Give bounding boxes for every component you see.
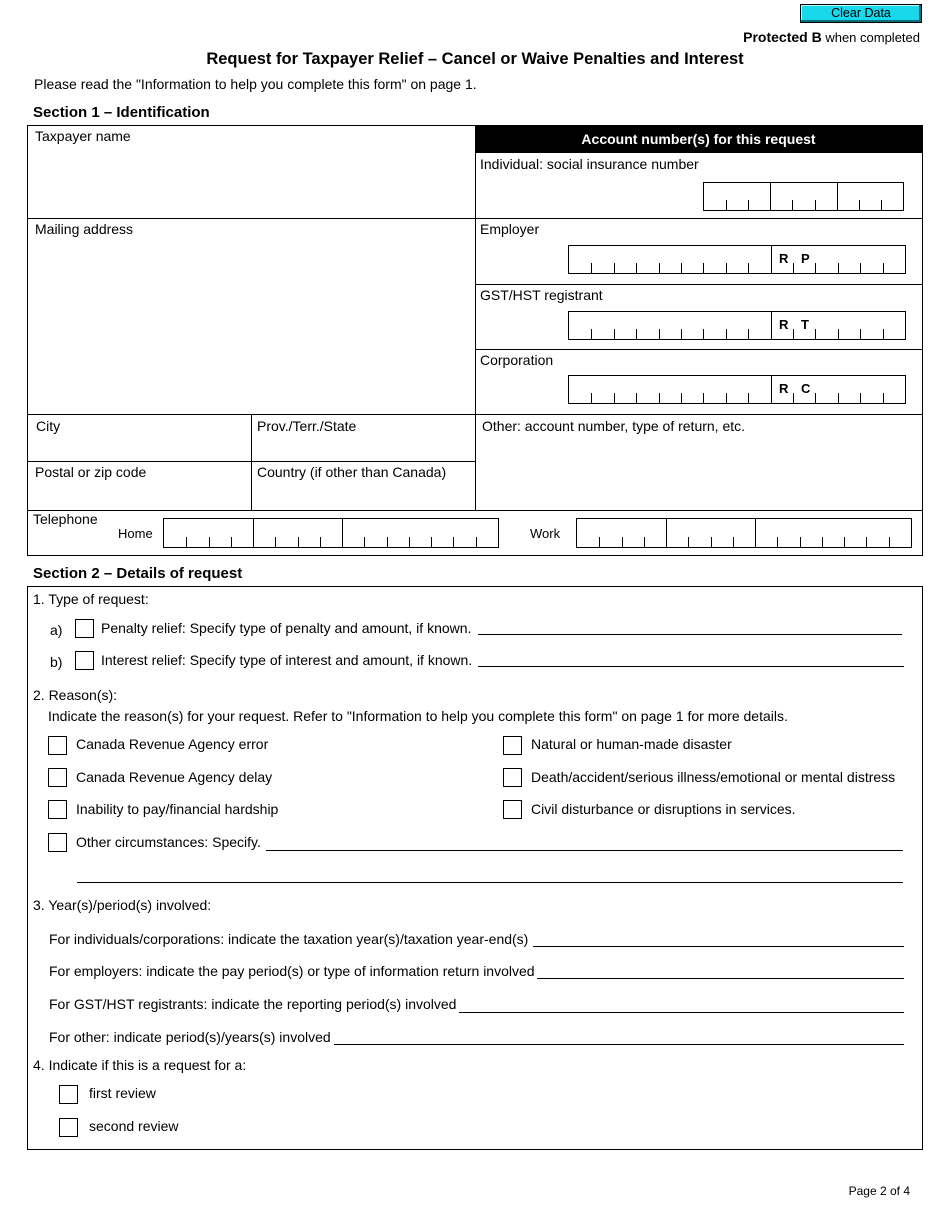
comb-divider: [860, 263, 861, 273]
employer-prefix-r: R: [779, 251, 789, 266]
other-account-field[interactable]: [476, 436, 922, 509]
section2-title: Section 2 – Details of request: [33, 565, 243, 582]
comb-divider: [614, 393, 615, 403]
comb-divider: [726, 393, 727, 403]
gst-prefix-t: T: [801, 317, 809, 332]
city-label: City: [36, 418, 61, 434]
gst-hst-account-input[interactable]: [568, 311, 906, 340]
employers-period-input[interactable]: [537, 978, 904, 979]
illness-distress-checkbox[interactable]: [503, 768, 522, 787]
comb-divider: [777, 537, 778, 547]
civil-disturbance-label: Civil disturbance or disruptions in services.: [531, 801, 796, 817]
first-review-label: first review: [89, 1085, 156, 1101]
comb-divider: [800, 537, 801, 547]
comb-divider: [209, 537, 210, 547]
individuals-period-input[interactable]: [533, 946, 904, 947]
comb-divider: [591, 263, 592, 273]
comb-divider: [681, 393, 682, 403]
comb-divider: [659, 329, 660, 339]
gst-period-input[interactable]: [459, 1012, 904, 1013]
protected-b-notice: Protected B when completed: [743, 29, 920, 45]
cra-error-checkbox[interactable]: [48, 736, 67, 755]
corporation-label: Corporation: [480, 352, 554, 368]
comb-divider: [837, 183, 838, 210]
interest-relief-input[interactable]: [478, 666, 904, 667]
second-review-label: second review: [89, 1118, 179, 1134]
comb-divider: [703, 393, 704, 403]
comb-divider: [636, 393, 637, 403]
sin-label: Individual: social insurance number: [480, 156, 699, 172]
q1b-letter: b): [50, 654, 63, 670]
comb-divider: [793, 263, 794, 273]
penalty-relief-label: Penalty relief: Specify type of penalty and amount, if known.: [101, 620, 472, 636]
corp-prefix-r: R: [779, 381, 789, 396]
cra-delay-checkbox[interactable]: [48, 768, 67, 787]
comb-divider: [659, 393, 660, 403]
other-account-label: Other: account number, type of return, etc.: [482, 418, 746, 434]
home-phone-label: Home: [118, 526, 153, 541]
comb-divider: [409, 537, 410, 547]
first-review-checkbox[interactable]: [59, 1085, 78, 1104]
form-title: Request for Taxpayer Relief – Cancel or Waive Penalties and Interest: [206, 50, 744, 68]
second-review-checkbox[interactable]: [59, 1118, 78, 1137]
comb-divider: [792, 200, 793, 210]
comb-divider: [453, 537, 454, 547]
employer-label: Employer: [480, 221, 540, 237]
other-circumstances-label: Other circumstances: Specify.: [76, 834, 261, 850]
province-label: Prov./Terr./State: [257, 418, 357, 434]
province-field[interactable]: [252, 436, 474, 460]
other-circumstances-input[interactable]: [266, 850, 903, 851]
q3-label: 3. Year(s)/period(s) involved:: [33, 897, 212, 913]
comb-divider: [659, 263, 660, 273]
work-phone-input[interactable]: [576, 518, 912, 548]
comb-divider: [703, 329, 704, 339]
penalty-relief-checkbox[interactable]: [75, 619, 94, 638]
comb-divider: [342, 519, 343, 547]
comb-divider: [815, 329, 816, 339]
illness-distress-label: Death/accident/serious illness/emotional or mental distress: [531, 769, 896, 785]
comb-divider: [591, 329, 592, 339]
comb-divider: [253, 519, 254, 547]
comb-divider: [644, 537, 645, 547]
comb-divider: [822, 537, 823, 547]
comb-divider: [838, 393, 839, 403]
comb-divider: [614, 329, 615, 339]
other-circumstances-input-line2[interactable]: [77, 882, 903, 883]
gst-prefix-r: R: [779, 317, 789, 332]
comb-divider: [755, 519, 756, 547]
comb-divider: [881, 200, 882, 210]
q2-instructions: Indicate the reason(s) for your request. Refer to "Information to help you complete this form" on page 1 for more details.: [48, 708, 788, 724]
corporation-account-input[interactable]: [568, 375, 906, 404]
mailing-address-label: Mailing address: [35, 221, 134, 237]
gst-hst-label: GST/HST registrant: [480, 287, 603, 303]
comb-divider: [591, 393, 592, 403]
cra-delay-label: Canada Revenue Agency delay: [76, 769, 273, 785]
page-number: Page 2 of 4: [848, 1184, 910, 1198]
other-period-label: For other: indicate period(s)/years(s) involved: [49, 1029, 331, 1045]
comb-divider: [431, 537, 432, 547]
employer-account-input[interactable]: [568, 245, 906, 274]
comb-divider: [733, 537, 734, 547]
comb-divider: [859, 200, 860, 210]
gst-period-label: For GST/HST registrants: indicate the reporting period(s) involved: [49, 996, 457, 1012]
comb-divider: [860, 393, 861, 403]
q4-label: 4. Indicate if this is a request for a:: [33, 1057, 247, 1073]
comb-divider: [793, 393, 794, 403]
comb-divider: [186, 537, 187, 547]
comb-divider: [883, 393, 884, 403]
comb-divider: [793, 329, 794, 339]
interest-relief-label: Interest relief: Specify type of interest and amount, if known.: [101, 652, 473, 668]
comb-divider: [622, 537, 623, 547]
comb-divider: [231, 537, 232, 547]
comb-divider: [726, 263, 727, 273]
comb-divider: [614, 263, 615, 273]
disaster-label: Natural or human-made disaster: [531, 736, 732, 752]
city-field[interactable]: [28, 436, 250, 460]
comb-divider: [298, 537, 299, 547]
comb-divider: [636, 263, 637, 273]
comb-divider: [688, 537, 689, 547]
comb-divider: [726, 200, 727, 210]
intro-text: Please read the "Information to help you complete this form" on page 1.: [34, 76, 477, 92]
comb-divider: [860, 329, 861, 339]
penalty-relief-input[interactable]: [478, 634, 902, 635]
comb-divider: [748, 393, 749, 403]
comb-divider: [748, 263, 749, 273]
q2-label: 2. Reason(s):: [33, 687, 118, 703]
account-numbers-header: Account number(s) for this request: [475, 125, 922, 153]
postal-code-field[interactable]: [28, 482, 250, 509]
other-circumstances-checkbox[interactable]: [48, 833, 67, 852]
comb-divider: [666, 519, 667, 547]
mailing-address-field[interactable]: [28, 240, 474, 412]
comb-divider: [815, 393, 816, 403]
comb-divider: [599, 537, 600, 547]
telephone-label: Telephone: [33, 511, 98, 527]
comb-divider: [771, 246, 772, 273]
comb-divider: [838, 263, 839, 273]
comb-divider: [748, 329, 749, 339]
comb-divider: [866, 537, 867, 547]
section1-title: Section 1 – Identification: [33, 104, 210, 121]
clear-data-button[interactable]: Clear Data: [800, 4, 922, 23]
comb-divider: [476, 537, 477, 547]
comb-divider: [703, 263, 704, 273]
country-label: Country (if other than Canada): [257, 464, 447, 480]
taxpayer-name-field[interactable]: [28, 146, 474, 217]
home-phone-input[interactable]: [163, 518, 499, 548]
financial-hardship-checkbox[interactable]: [48, 800, 67, 819]
sin-input[interactable]: [703, 182, 904, 211]
comb-divider: [681, 263, 682, 273]
q1-label: 1. Type of request:: [33, 591, 149, 607]
comb-divider: [815, 263, 816, 273]
work-phone-label: Work: [530, 526, 561, 541]
employers-period-label: For employers: indicate the pay period(s) or type of information return involved: [49, 963, 535, 979]
taxpayer-name-label: Taxpayer name: [35, 128, 131, 144]
other-period-input[interactable]: [334, 1044, 904, 1045]
comb-divider: [883, 329, 884, 339]
comb-divider: [636, 329, 637, 339]
comb-divider: [726, 329, 727, 339]
comb-divider: [711, 537, 712, 547]
comb-divider: [770, 183, 771, 210]
comb-divider: [364, 537, 365, 547]
comb-divider: [681, 329, 682, 339]
disaster-checkbox[interactable]: [503, 736, 522, 755]
comb-divider: [275, 537, 276, 547]
financial-hardship-label: Inability to pay/financial hardship: [76, 801, 279, 817]
postal-code-label: Postal or zip code: [35, 464, 147, 480]
country-field[interactable]: [252, 482, 474, 509]
comb-divider: [838, 329, 839, 339]
comb-divider: [387, 537, 388, 547]
q1a-letter: a): [50, 622, 63, 638]
comb-divider: [883, 263, 884, 273]
comb-divider: [771, 312, 772, 339]
civil-disturbance-checkbox[interactable]: [503, 800, 522, 819]
interest-relief-checkbox[interactable]: [75, 651, 94, 670]
cra-error-label: Canada Revenue Agency error: [76, 736, 269, 752]
employer-prefix-p: P: [801, 251, 810, 266]
comb-divider: [320, 537, 321, 547]
comb-divider: [771, 376, 772, 403]
individuals-period-label: For individuals/corporations: indicate the taxation year(s)/taxation year-end(s): [49, 931, 529, 947]
comb-divider: [815, 200, 816, 210]
corp-prefix-c: C: [801, 381, 811, 396]
comb-divider: [844, 537, 845, 547]
comb-divider: [889, 537, 890, 547]
comb-divider: [748, 200, 749, 210]
